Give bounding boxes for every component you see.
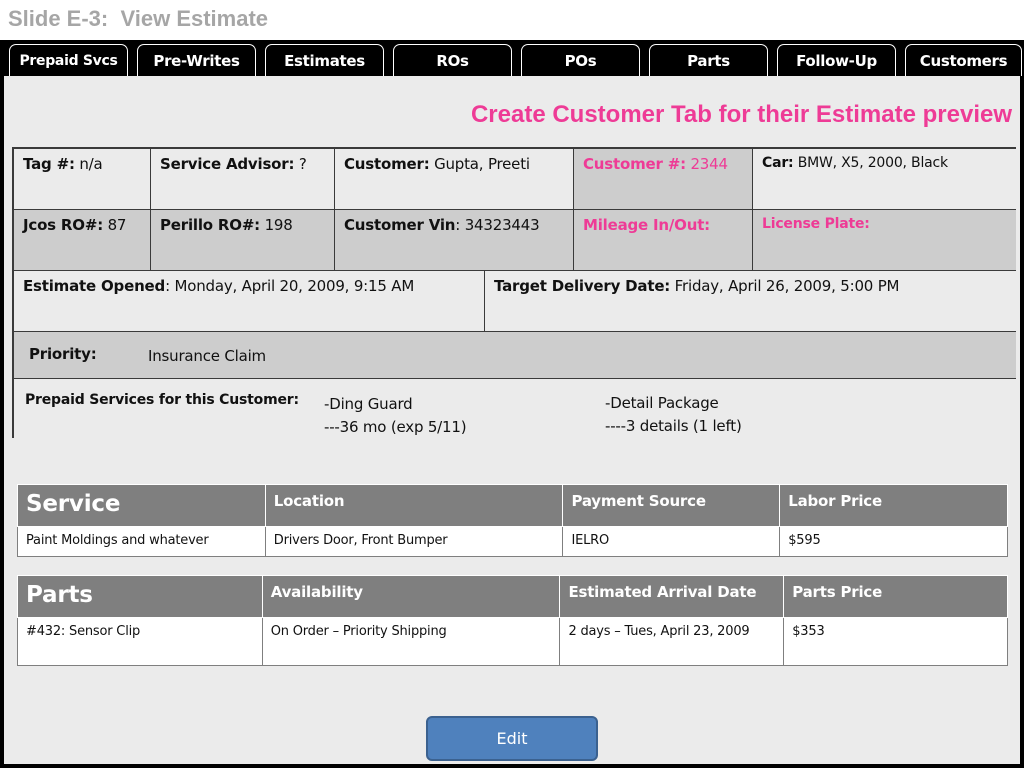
- tab-pre-writes[interactable]: Pre-Writes: [137, 44, 256, 76]
- table-row[interactable]: [18, 618, 1008, 666]
- prepaid-item-detail: ----3 details (1 left): [605, 416, 742, 435]
- tab-follow-up[interactable]: Follow-Up: [777, 44, 896, 76]
- part-availability: On Order – Priority Shipping: [262, 618, 560, 666]
- estimate-opened-cell: [14, 271, 485, 332]
- estimate-info-block: [12, 147, 1016, 438]
- car-cell: [753, 149, 1016, 210]
- estimate-opened-label: Estimate Opened: [23, 277, 166, 295]
- col-header-parts-price: Parts Price: [784, 576, 1008, 618]
- prepaid-item-detail-package: [605, 392, 742, 437]
- customer-number-label: Customer #:: [583, 155, 686, 173]
- tab-customers[interactable]: Customers: [905, 44, 1022, 76]
- tab-prepaid-svcs[interactable]: Prepaid Svcs: [9, 44, 128, 76]
- prepaid-item-detail: ---36 mo (exp 5/11): [324, 417, 467, 436]
- license-plate-label: License Plate:: [762, 216, 870, 232]
- license-plate-cell: [753, 210, 1016, 271]
- service-payment-source: IELRO: [563, 527, 780, 557]
- service-labor-price: $595: [780, 527, 1008, 557]
- car-label: Car:: [762, 155, 794, 171]
- col-header-estimated-arrival: Estimated Arrival Date: [560, 576, 784, 618]
- customer-vin-value: : 34323443: [455, 216, 540, 234]
- col-header-labor-price: Labor Price: [780, 485, 1008, 527]
- tab-parts[interactable]: Parts: [649, 44, 768, 76]
- target-delivery-cell: [485, 271, 1016, 332]
- prepaid-item-title: -Detail Package: [605, 394, 719, 412]
- col-header-service: Service: [18, 485, 266, 527]
- tag-cell: [14, 149, 151, 210]
- customer-label: Customer:: [344, 155, 430, 173]
- tab-ros[interactable]: ROs: [393, 44, 512, 76]
- table-row[interactable]: [18, 527, 1008, 557]
- car-value: BMW, X5, 2000, Black: [797, 155, 948, 171]
- customer-vin-cell: [335, 210, 574, 271]
- service-name: Paint Moldings and whatever: [18, 527, 266, 557]
- perillo-ro-label: Perillo RO#:: [160, 216, 260, 234]
- customer-number-value: 2344: [690, 155, 728, 173]
- jcos-ro-cell: [14, 210, 151, 271]
- mileage-cell: [574, 210, 753, 271]
- prepaid-item-title: -Ding Guard: [324, 395, 413, 413]
- prepaid-services-cell: [14, 379, 1016, 438]
- jcos-ro-value: 87: [107, 216, 127, 234]
- part-arrival-date: 2 days – Tues, April 23, 2009: [560, 618, 784, 666]
- service-location: Drivers Door, Front Bumper: [265, 527, 563, 557]
- part-price: $353: [784, 618, 1008, 666]
- tab-pos[interactable]: POs: [521, 44, 640, 76]
- col-header-parts: Parts: [18, 576, 263, 618]
- tab-estimates[interactable]: Estimates: [265, 44, 384, 76]
- slide-title: Slide E-3: View Estimate: [8, 6, 269, 31]
- parts-table-header: [18, 576, 1008, 618]
- target-delivery-value: Friday, April 26, 2009, 5:00 PM: [674, 277, 900, 295]
- priority-value: Insurance Claim: [148, 347, 266, 365]
- estimate-opened-value: : Monday, April 20, 2009, 9:15 AM: [165, 277, 415, 295]
- tag-value: n/a: [79, 155, 103, 173]
- priority-label: Priority:: [29, 345, 97, 363]
- part-name: #432: Sensor Clip: [18, 618, 263, 666]
- priority-cell: [14, 332, 1016, 379]
- col-header-availability: Availability: [262, 576, 560, 618]
- prepaid-services-label: Prepaid Services for this Customer:: [25, 392, 299, 408]
- customer-value: Gupta, Preeti: [434, 155, 530, 173]
- service-table-header: [18, 485, 1008, 527]
- edit-button[interactable]: Edit: [426, 716, 598, 761]
- col-header-location: Location: [265, 485, 563, 527]
- service-table: [17, 484, 1008, 557]
- service-advisor-value: ?: [298, 155, 307, 173]
- service-advisor-label: Service Advisor:: [160, 155, 295, 173]
- perillo-ro-value: 198: [264, 216, 293, 234]
- service-advisor-cell: [151, 149, 335, 210]
- customer-vin-label: Customer Vin: [344, 216, 456, 234]
- tag-label: Tag #:: [23, 155, 75, 173]
- target-delivery-label: Target Delivery Date:: [494, 277, 671, 295]
- jcos-ro-label: Jcos RO#:: [23, 216, 103, 234]
- col-header-payment-source: Payment Source: [563, 485, 780, 527]
- annotation-headline: Create Customer Tab for their Estimate preview: [470, 101, 1012, 128]
- prepaid-item-ding-guard: [324, 393, 466, 438]
- parts-table: [17, 575, 1008, 666]
- mileage-label: Mileage In/Out:: [583, 216, 710, 234]
- customer-cell: [335, 149, 574, 210]
- customer-number-cell: [574, 149, 753, 210]
- perillo-ro-cell: [151, 210, 335, 271]
